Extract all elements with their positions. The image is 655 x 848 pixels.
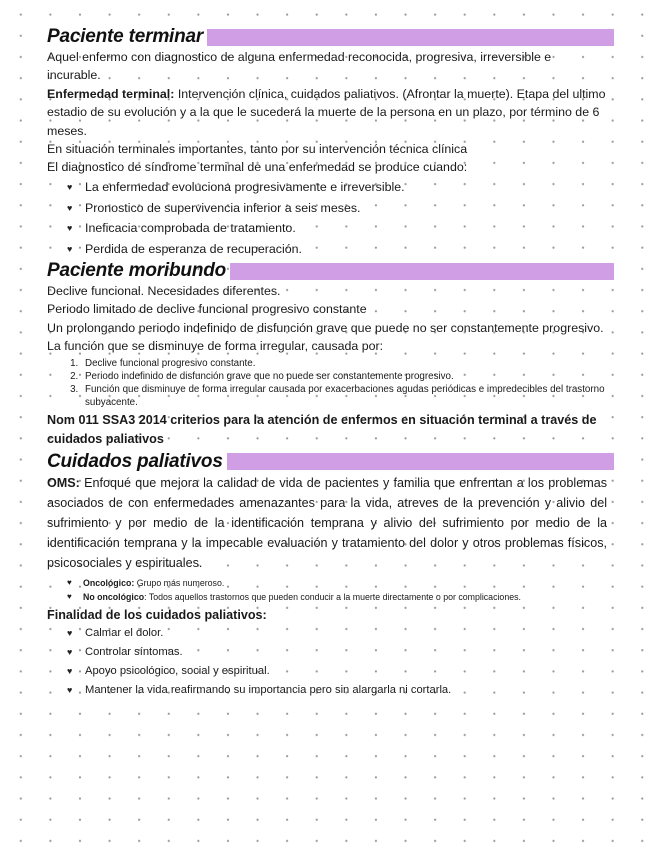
- heading-highlight-bar: [230, 263, 614, 280]
- numbered-list: [47, 357, 607, 409]
- heart-bullet-icon: ♥: [67, 646, 73, 657]
- finalidad-title: Finalidad de los cuidados paliativos:: [47, 607, 267, 622]
- list-item: [67, 681, 607, 700]
- heart-bullet-icon: ♥: [67, 665, 73, 676]
- heart-bullet-icon: ♥: [67, 181, 73, 192]
- numbered-item: 2. Periodo indefinido de disfunción grave que no puede ser constantemente progresivo.: [81, 370, 607, 383]
- list-item: [67, 218, 607, 239]
- bullet-list: [47, 177, 607, 260]
- heart-bullet-icon: ♥: [67, 202, 73, 213]
- type-text: Grupo más numeroso.: [134, 577, 225, 588]
- paragraph: Aquel enfermo con diagnostico de alguna enfermedad reconocida, progresiva, irreversible e incurable.: [47, 50, 552, 83]
- types-list: [47, 576, 607, 604]
- oms-label: OMS:: [47, 475, 80, 490]
- list-item: [67, 177, 607, 198]
- finalidad-list: [47, 624, 607, 700]
- section-title: Cuidados paliativos: [47, 450, 223, 472]
- list-item-text: La enfermedad evoluciona progresivamente e irreversible.: [85, 179, 405, 194]
- list-item-text: Calmar el dolor.: [85, 626, 164, 639]
- heart-bullet-icon: ♥: [67, 591, 72, 601]
- oms-definition: [47, 473, 607, 574]
- section-heading-paliativos: [47, 451, 607, 473]
- numbered-item: 3. Función que disminuye de forma irregular causada por exacerbaciones agudas periódicas e impredecibles del trastorno subyacente.: [81, 383, 607, 409]
- norm-reference: Nom 011 SSA3 2014 criterios para la atención de enfermos en situación terminal a través de cuidados paliativos: [47, 412, 597, 446]
- section-heading-terminal: [47, 26, 607, 48]
- paragraph: Un prolongando periodo indefinido de disfunción grave que puede no ser constantemente progresivo.: [47, 320, 604, 335]
- term-label: Enfermedad terminal:: [47, 86, 175, 101]
- section-title: Paciente moribundo: [47, 260, 227, 282]
- list-item-text: Controlar síntomas.: [85, 645, 183, 658]
- list-item-text: Ineficacia comprobada de tratamiento.: [85, 221, 296, 236]
- list-item: [67, 576, 607, 590]
- heart-bullet-icon: ♥: [67, 627, 73, 638]
- heart-bullet-icon: ♥: [67, 684, 73, 695]
- list-item-text: Apoyo psicológico, social y espiritual.: [85, 664, 270, 677]
- section-heading-moribundo: [47, 260, 607, 282]
- type-label: Oncológico:: [83, 577, 135, 588]
- list-item: [67, 624, 607, 643]
- list-item: [67, 662, 607, 681]
- heart-bullet-icon: ♥: [67, 577, 72, 587]
- type-label: No oncológico: [83, 591, 145, 602]
- paragraph: Declive funcional. Necesidades diferentes.: [47, 284, 281, 299]
- paragraph: En situación terminales importantes, tanto por su intervención técnica clínica: [47, 142, 468, 157]
- section-title: Paciente terminar: [47, 26, 204, 47]
- paragraph: La función que se disminuye de forma irregular, causada por:: [47, 339, 384, 354]
- paragraph: Periodo limitado de declive funcional progresivo constante: [47, 302, 367, 317]
- term-text: Intervención clínica, cuidados paliativos. (Afrontar la muerte). Etapa del ultimo estadio de su evolución y a la que le sucederá la muerte de la persona en un plazo, por término de 6 meses.: [47, 86, 606, 138]
- list-item-text: Mantener la vida reafirmando su importancia pero sin alargarla ni cortarla.: [85, 683, 452, 696]
- list-item: [67, 643, 607, 662]
- list-item-text: Perdida de esperanza de recuperación.: [85, 242, 302, 257]
- list-item: [67, 239, 607, 260]
- list-item: [67, 590, 607, 604]
- oms-text: Enfoqué que mejora la calidad de vida de pacientes y familia que enfrentan a los problemas asociados de con enfermedades amenazantes para la vida, atreves de la prevención y alivio del sufrimiento y por medio de la identificación temprana y alivio del sufrimiento por medio de la identificación temprana y la impecable evaluación y tratamiento del dolor y otros problemas físicos, psicosociales y espirituales.: [47, 475, 607, 571]
- heading-highlight-bar: [227, 453, 614, 470]
- document-page: [47, 26, 607, 700]
- heading-highlight-bar: [207, 29, 614, 46]
- paragraph: El diagnostico de síndrome terminal de una enfermedad se produce cuando:: [47, 160, 468, 175]
- heart-bullet-icon: ♥: [67, 223, 73, 234]
- type-text: : Todos aquellos trastornos que pueden conducir a la muerte directamente o por complicaciones.: [144, 591, 521, 602]
- heart-bullet-icon: ♥: [67, 244, 73, 255]
- list-item: [67, 198, 607, 219]
- paragraph: [47, 85, 607, 140]
- list-item-text: Pronostico de supervivencia inferior a seis meses.: [85, 200, 361, 215]
- numbered-item: 1. Declive funcional progresivo constante.: [81, 357, 607, 370]
